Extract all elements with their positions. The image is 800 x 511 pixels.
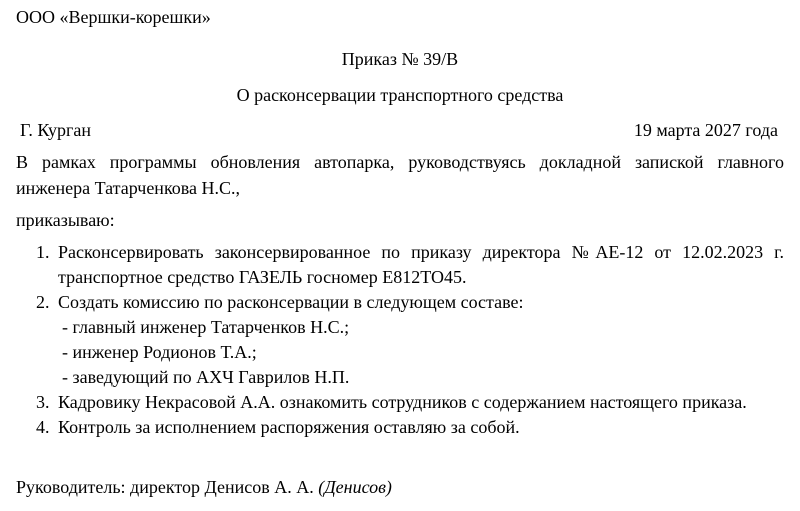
signature-line [16,476,392,498]
item-text: Кадровику Некрасовой А.А. ознакомить сотрудников с содержанием настоящего приказа. [58,392,747,412]
handwritten-signature: (Денисов) [318,477,392,497]
commission-member: - инженер Родионов Т.А.; [62,342,257,362]
order-item-3 [36,390,784,415]
signature-label: Руководитель: директор Денисов А. А. [16,477,319,497]
item-text: Создать комиссию по расконсервации в следующем составе: [58,292,524,312]
organization-name: ООО «Вершки-корешки» [16,7,211,27]
order-title: Приказ № 39/В [341,49,459,69]
item-text: Расконсервировать законсервированное по приказу директора №АЕ-12 от 12.02.2023 г. транспортное средство ГАЗЕЛЬ госномер Е812ТО45. [58,242,784,287]
intro-paragraph: В рамках программы обновления автопарка, руководствуясь докладной запиской главного инженера Татарченкова Н.С., [16,152,784,198]
order-item-1 [36,240,784,290]
commission-member: - заведующий по АХЧ Гаврилов Н.П. [62,367,350,387]
item-number: 3. [36,392,50,412]
order-subject: О расконсервации транспортного средства [236,85,564,105]
item-number: 1. [36,242,50,262]
commission-member: - главный инженер Татарченков Н.С.; [62,317,350,337]
order-item-2 [36,290,784,390]
city-label: Г. Курган [20,120,92,140]
item-number: 2. [36,292,50,312]
order-items-list [36,240,784,440]
order-date: 19 марта 2027 года [633,120,778,140]
item-text: Контроль за исполнением распоряжения оставляю за собой. [58,417,520,437]
item-number: 4. [36,417,50,437]
order-word: приказываю: [16,210,115,230]
order-item-4 [36,415,784,440]
